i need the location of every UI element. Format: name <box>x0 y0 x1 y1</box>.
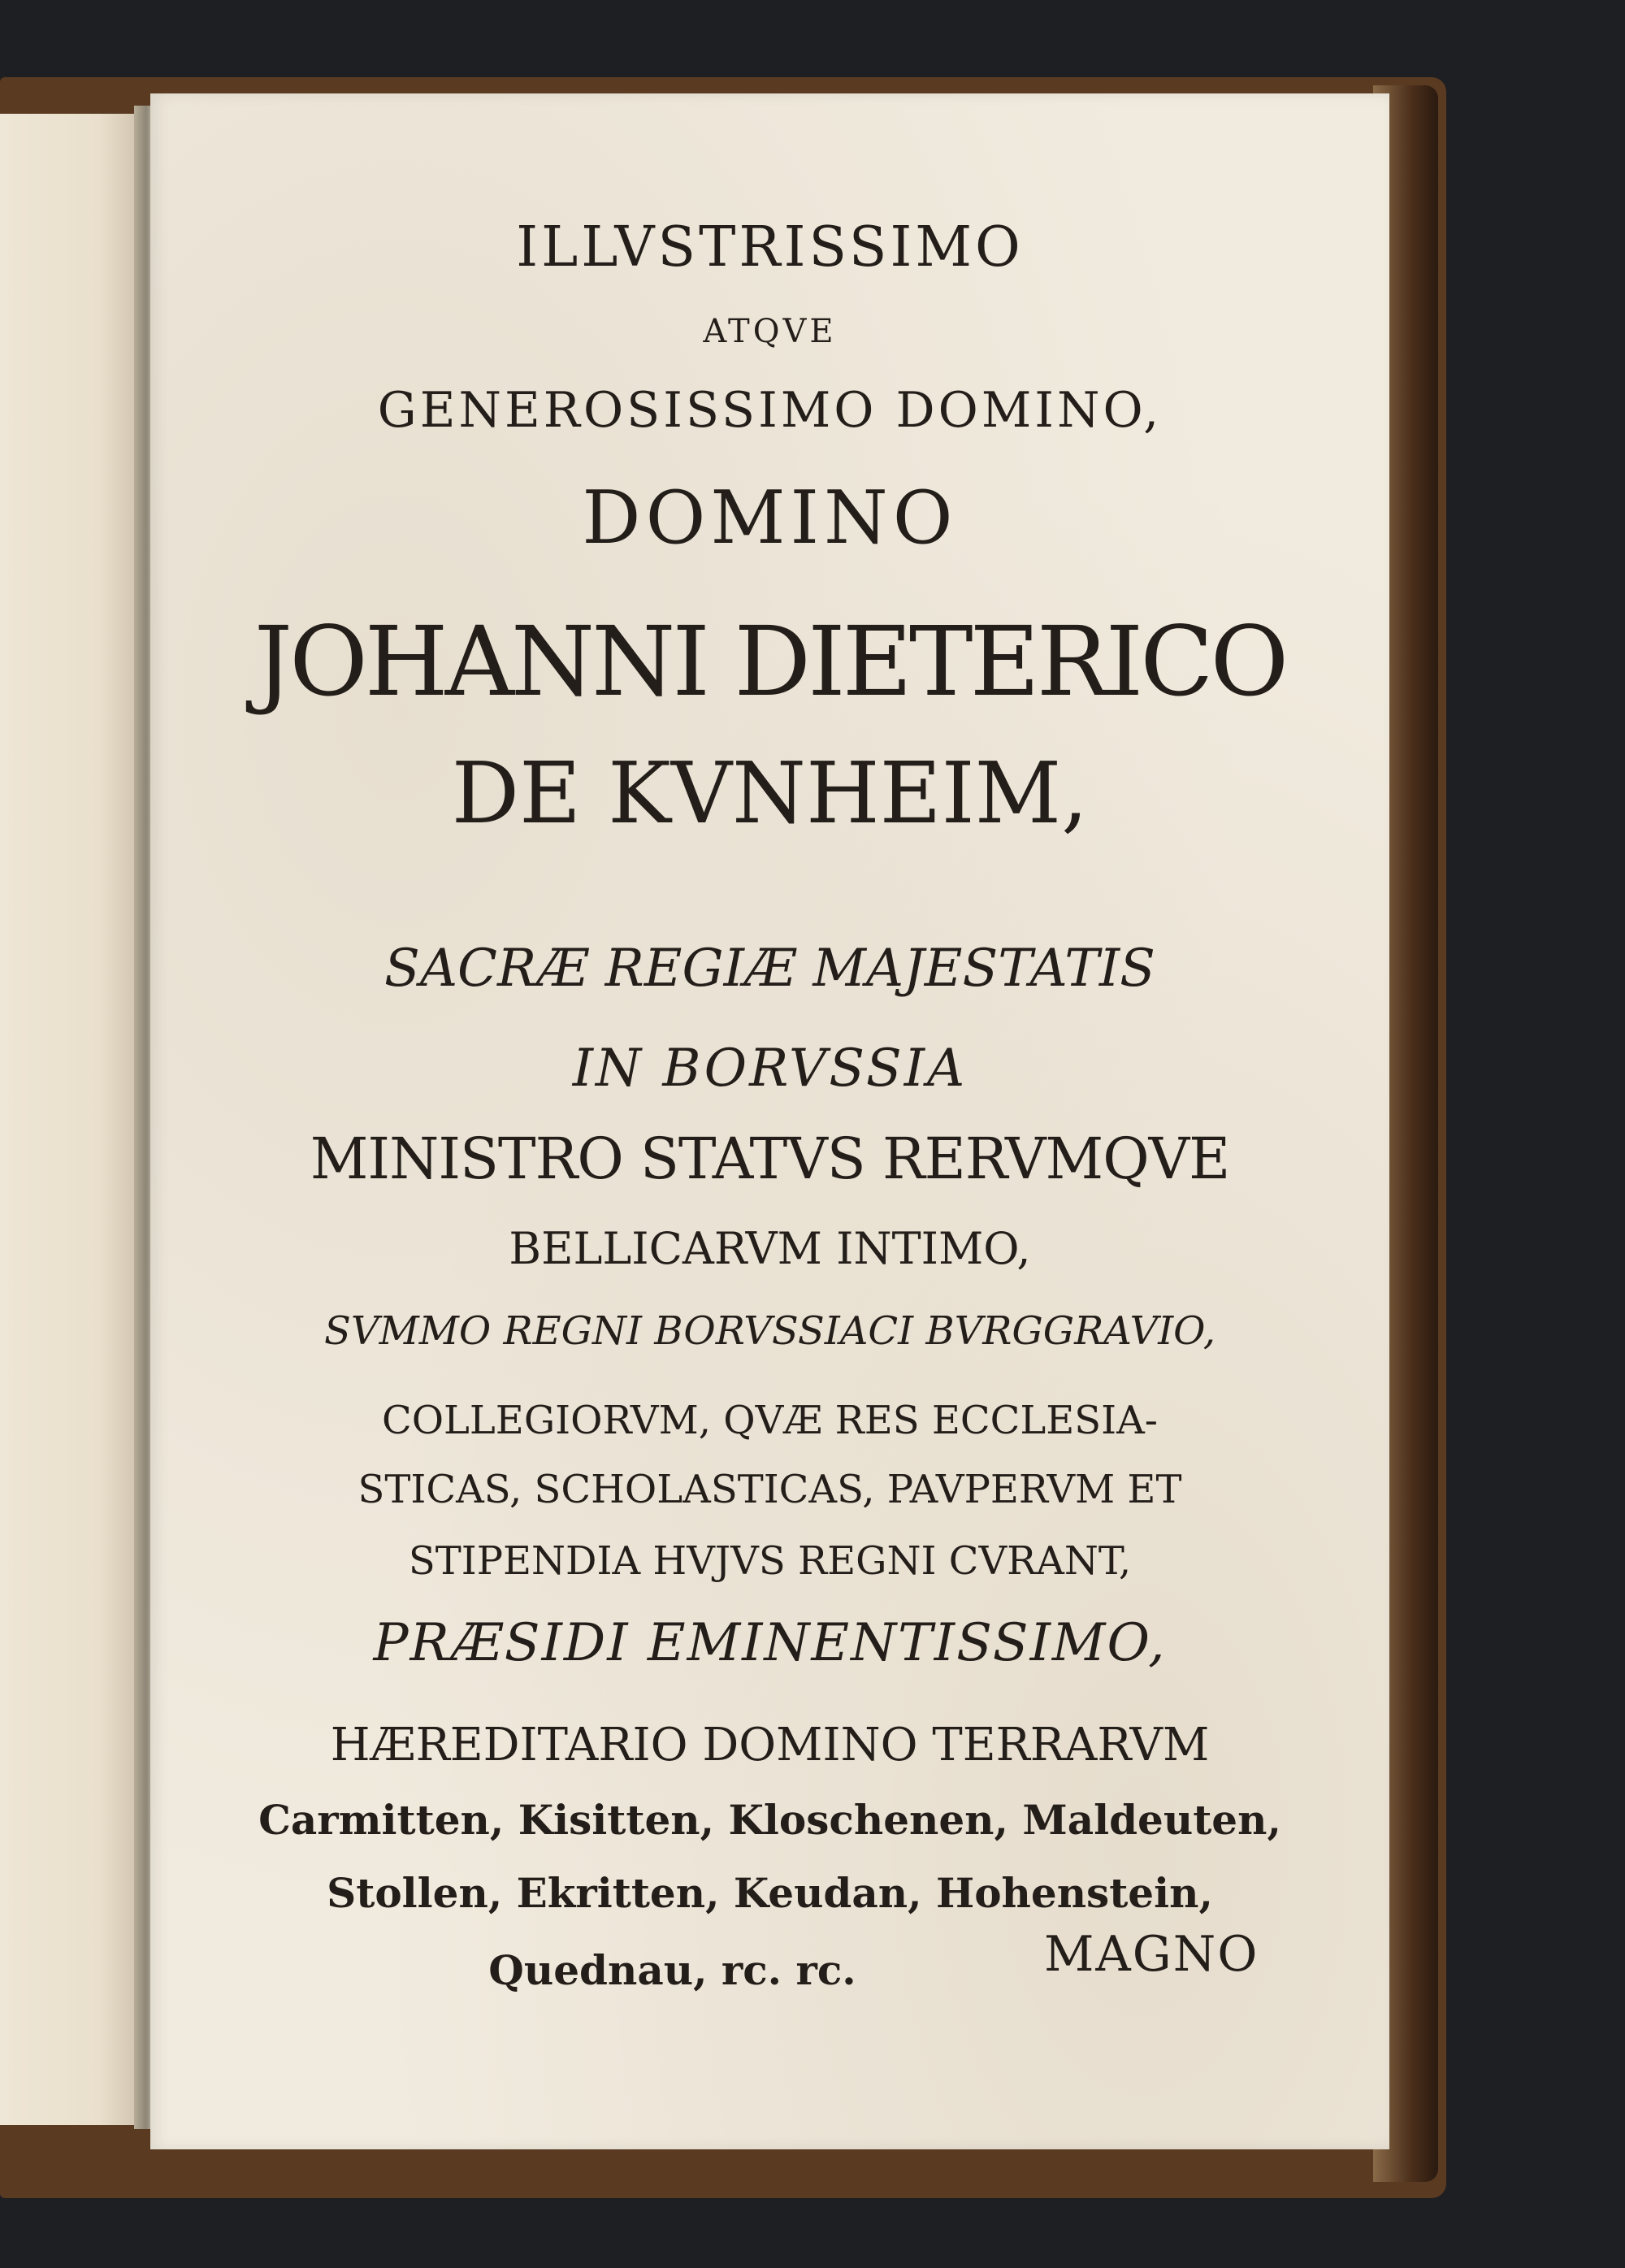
title-line-de-kunheim: DE KVNHEIM, <box>451 744 1089 843</box>
title-line-in-borussia: IN BORVSSIA <box>572 1039 968 1099</box>
title-line-sticas: STICAS, SCHOLASTICAS, PAVPERVM ET <box>358 1467 1182 1512</box>
title-line-praesidi: PRÆSIDI EMINENTISSIMO, <box>373 1613 1167 1673</box>
title-line-summo: SVMMO REGNI BORVSSIACI BVRGGRAVIO, <box>324 1308 1216 1354</box>
title-line-estates-1: Carmitten, Kisitten, Kloschenen, Maldeuten, <box>258 1796 1281 1844</box>
title-line-haereditario: HÆREDITARIO DOMINO TERRARVM <box>330 1719 1210 1771</box>
title-line-ministro: MINISTRO STATVS RERVMQVE <box>310 1125 1230 1192</box>
title-line-illustrissimo: ILLVSTRISSIMO <box>516 215 1024 280</box>
title-line-collegiorum: COLLEGIORVM, QVÆ RES ECCLESIA- <box>381 1398 1159 1443</box>
title-line-atque: ATQVE <box>703 313 837 350</box>
left-page-fragment <box>0 114 142 2125</box>
title-line-generosissimo: GENEROSISSIMO DOMINO, <box>377 382 1163 439</box>
title-line-bellicarum: BELLICARVM INTIMO, <box>509 1223 1031 1274</box>
title-line-domino: DOMINO <box>582 475 958 561</box>
title-line-sacrae: SACRÆ REGIÆ MAJESTATIS <box>384 939 1156 999</box>
title-line-name: JOHANNI DIETERICO <box>254 605 1286 718</box>
title-page <box>150 93 1389 2149</box>
title-line-estates-2: Stollen, Ekritten, Keudan, Hohenstein, <box>327 1869 1213 1917</box>
title-line-estates-3: Quednau, rc. rc. <box>488 1946 856 1994</box>
title-line-stipendia: STIPENDIA HVJVS REGNI CVRANT, <box>408 1538 1132 1584</box>
catchword: MAGNO <box>1044 1926 1259 1983</box>
